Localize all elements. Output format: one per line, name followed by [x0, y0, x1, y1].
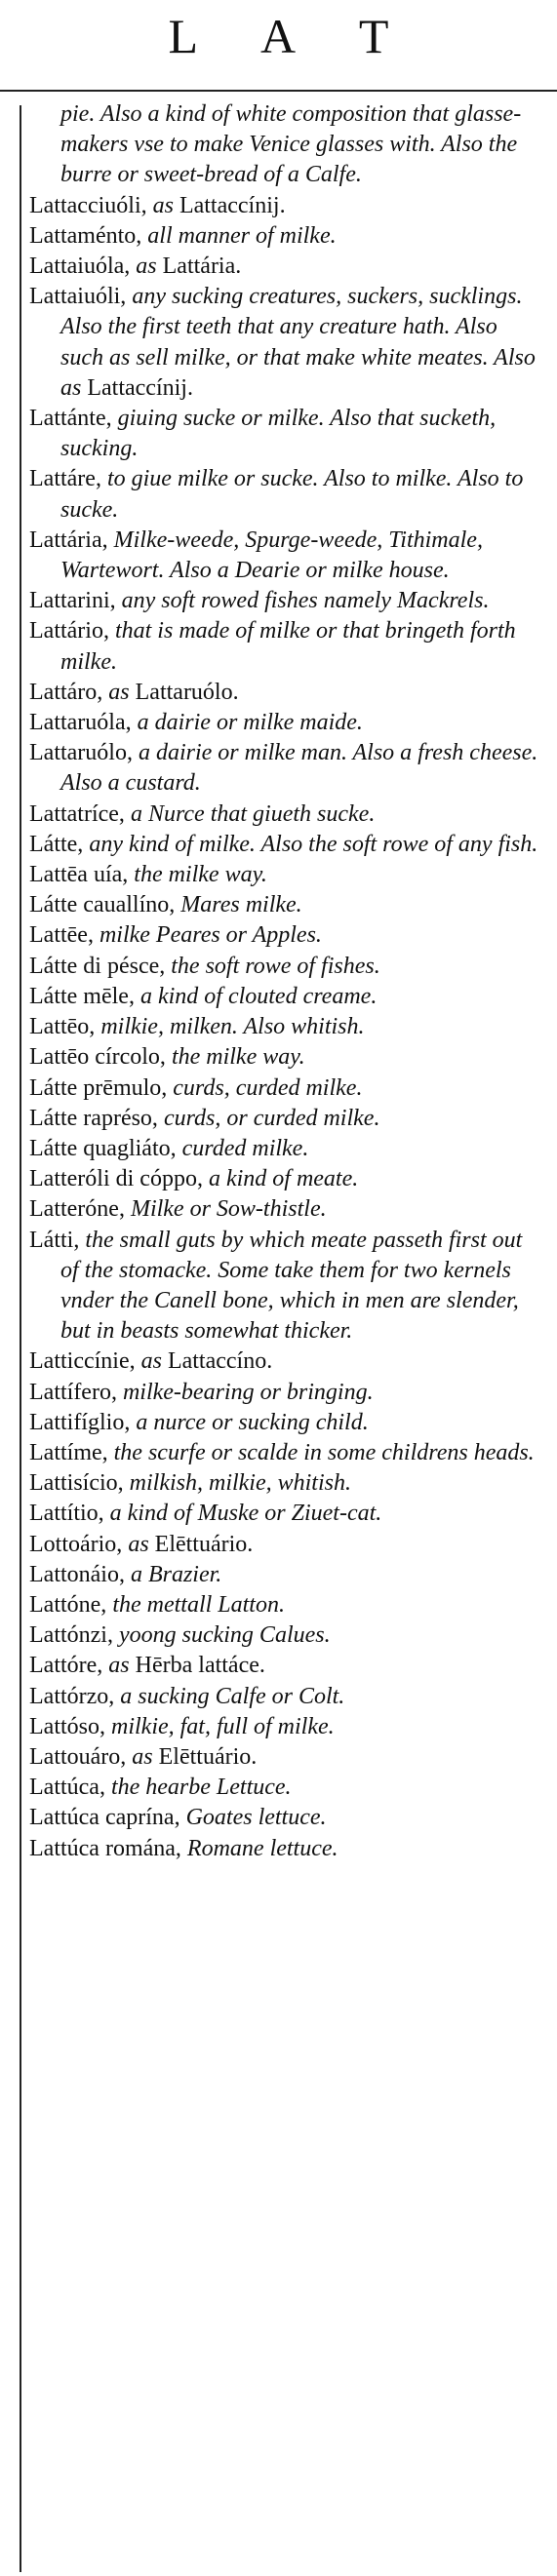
entry-lemma: Lattēe,	[29, 922, 94, 949]
entry-gloss: yoong sucking Calues.	[112, 1622, 331, 1649]
dictionary-entry	[29, 1438, 541, 1468]
dictionary-entry	[29, 1803, 541, 1833]
entry-lemma: Lattouáro,	[29, 1743, 127, 1770]
entry-lemma: Lattēo círcolo,	[29, 1044, 166, 1071]
dictionary-entry	[29, 1408, 541, 1438]
entry-xref: Lattaccínij.	[179, 192, 286, 218]
entry-gloss: as	[122, 1531, 155, 1557]
dictionary-entry	[29, 252, 541, 282]
entry-gloss: to giue milke or sucke. Also to milke. Also to sucke.	[60, 466, 524, 523]
dictionary-entry	[29, 1773, 541, 1803]
dictionary-entry	[29, 1834, 541, 1864]
entry-lemma: Lattária,	[29, 527, 108, 553]
entry-gloss: as	[126, 1743, 159, 1770]
entry-gloss: Romane lettuce.	[180, 1835, 338, 1861]
entry-gloss: that is made of milke or that bringeth forth milke.	[60, 618, 516, 675]
entry-gloss: a kind of clouted creame.	[134, 983, 378, 1009]
entry-gloss: a dairie or milke man. Also a fresh cheese. Also a custard.	[60, 740, 538, 797]
dictionary-entry	[29, 890, 541, 920]
dictionary-entry	[29, 616, 541, 677]
dictionary-entry	[29, 1499, 541, 1529]
entry-xref: Lattaccínij.	[87, 374, 193, 401]
entry-lemma: Látti,	[29, 1227, 80, 1253]
entry-lemma: Lattítio,	[29, 1501, 104, 1527]
dictionary-entry	[29, 1226, 541, 1347]
entry-lemma: Lattíme,	[29, 1439, 108, 1465]
dictionary-entry	[29, 1712, 541, 1742]
entry-gloss: a kind of Muske or Ziuet-cat.	[103, 1501, 382, 1527]
entry-lemma: Lattonáio,	[29, 1561, 125, 1587]
dictionary-entry	[29, 404, 541, 464]
dictionary-entry	[29, 221, 541, 252]
dictionary-entry	[29, 1073, 541, 1104]
entry-gloss: as	[135, 1348, 168, 1375]
dictionary-entry	[29, 738, 541, 799]
entry-gloss: a Brazier.	[124, 1561, 222, 1587]
entry-lemma: Látte di pésce,	[29, 953, 166, 979]
dictionary-entry	[29, 1742, 541, 1773]
entry-lemma: Lattáro,	[29, 679, 103, 705]
dictionary-entry	[29, 464, 541, 525]
entry-gloss: a Nurce that giueth sucke.	[124, 800, 376, 827]
entry-gloss: Goates lettuce.	[179, 1805, 327, 1831]
entry-gloss: the milke way.	[165, 1044, 305, 1071]
entry-lemma: Latteróli di cóppo,	[29, 1166, 203, 1192]
entry-gloss: milkie, milken. Also whitish.	[95, 1014, 365, 1040]
dictionary-entry	[29, 1012, 541, 1042]
entry-xref: Lattaruólo.	[135, 679, 239, 705]
dictionary-entry	[29, 1042, 541, 1073]
entry-gloss: curds, curded milke.	[167, 1074, 363, 1101]
entry-lemma: Lattórzo,	[29, 1683, 115, 1709]
dictionary-entry	[29, 1194, 541, 1225]
entry-gloss: as	[146, 192, 179, 218]
entry-lemma: Lattēa uía,	[29, 862, 129, 888]
entry-xref: Elēttuário.	[158, 1743, 258, 1770]
entry-gloss: any kind of milke. Also the soft rowe of any fish.	[83, 831, 538, 857]
entry-lemma: Lattaiuóli,	[29, 284, 127, 310]
entry-gloss: the milke way.	[128, 862, 267, 888]
entry-gloss: milkie, fat, full of milke.	[105, 1713, 335, 1739]
entry-gloss: as	[102, 679, 136, 705]
dictionary-entry	[29, 1590, 541, 1620]
dictionary-entry	[29, 1560, 541, 1590]
dictionary-entry	[29, 99, 541, 191]
entry-lemma: Látte cauallíno,	[29, 892, 176, 918]
dictionary-entry	[29, 678, 541, 708]
entry-gloss: Milke-weede, Spurge-weede, Tithimale, Wartewort. Also a Dearie or milke house.	[60, 527, 483, 584]
entry-gloss: as	[102, 1653, 136, 1679]
entry-lemma: Lattónzi,	[29, 1622, 113, 1649]
entry-lemma: Lattúca caprína,	[29, 1805, 180, 1831]
dictionary-entry	[29, 1347, 541, 1377]
entry-gloss: the soft rowe of fishes.	[165, 953, 380, 979]
dictionary-entry	[29, 920, 541, 951]
entry-xref: Hērba lattáce.	[135, 1653, 265, 1679]
entry-lemma: Lattaruóla,	[29, 710, 132, 736]
entry-lemma: Lattóso,	[29, 1713, 105, 1739]
entry-gloss: any sucking creatures, suckers, sucklings. Also the first teeth that any creature hath. Also such as sell milke, or that make white meates. Also as	[60, 284, 536, 401]
entry-lemma: Lattatríce,	[29, 800, 125, 827]
entry-gloss: a dairie or milke maide.	[131, 710, 363, 736]
entry-gloss: curded milke.	[176, 1135, 309, 1161]
dictionary-entry	[29, 982, 541, 1012]
entry-gloss: the small guts by which meate passeth first out of the stomacke. Some take them for two kernels vnder the Canell bone, which in men are slender, but in beasts somewhat thicker.	[60, 1227, 523, 1345]
dictionary-entry	[29, 282, 541, 404]
entry-lemma: Lattaiuóla,	[29, 254, 131, 280]
entry-lemma: Latticcínie,	[29, 1348, 136, 1375]
dictionary-entry	[29, 1378, 541, 1408]
entry-gloss: Milke or Sow-thistle.	[124, 1196, 327, 1223]
dictionary-entry	[29, 1164, 541, 1194]
entry-lemma: Látte prēmulo,	[29, 1074, 168, 1101]
entry-lemma: Lattisício,	[29, 1470, 124, 1497]
entry-lemma: Lattaruólo,	[29, 740, 133, 766]
entry-gloss: the hearbe Lettuce.	[104, 1775, 292, 1801]
entry-xref: Lattária.	[162, 254, 242, 280]
entry-lemma: Lottoário,	[29, 1531, 123, 1557]
entry-gloss: giuing sucke or milke. Also that sucketh, sucking.	[60, 406, 497, 462]
entry-gloss: pie. Also a kind of white composition that glasse-makers vse to make Venice glasses with. Also the burre or sweet-bread of a Calfe.	[60, 101, 522, 188]
dictionary-entry	[29, 1530, 541, 1560]
dictionary-entry	[29, 708, 541, 738]
dictionary-entry	[29, 586, 541, 616]
entry-gloss: a sucking Calfe or Colt.	[114, 1683, 345, 1709]
entry-lemma: Lattacciuóli,	[29, 192, 147, 218]
dictionary-entry	[29, 1651, 541, 1681]
entry-lemma: Lattaménto,	[29, 222, 142, 249]
entry-lemma: Lattífero,	[29, 1379, 117, 1405]
dictionary-entry	[29, 1468, 541, 1499]
page-heading: L A T	[168, 9, 417, 63]
entry-gloss: milke Peares or Apples.	[93, 922, 322, 949]
dictionary-entry	[29, 830, 541, 860]
page-header	[0, 0, 557, 90]
header-rule	[0, 90, 557, 92]
entry-lemma: Lattáre,	[29, 466, 101, 492]
entry-gloss: any soft rowed fishes namely Mackrels.	[115, 588, 490, 614]
dictionary-entry	[29, 800, 541, 830]
entry-gloss: all manner of milke.	[141, 222, 337, 249]
dictionary-entry	[29, 191, 541, 221]
dictionary-column	[29, 99, 541, 2574]
entry-gloss: Mares milke.	[175, 892, 302, 918]
entry-lemma: Lattifíglio,	[29, 1409, 131, 1435]
entry-lemma: Látte,	[29, 831, 84, 857]
entry-lemma: Lattánte,	[29, 406, 112, 432]
entry-lemma: Latteróne,	[29, 1196, 125, 1223]
dictionary-entry	[29, 860, 541, 890]
margin-rule	[20, 105, 21, 2572]
entry-xref: Elēttuário.	[154, 1531, 254, 1557]
entry-gloss: milke-bearing or bringing.	[116, 1379, 374, 1405]
entry-lemma: Látte quagliáto,	[29, 1135, 177, 1161]
entry-lemma: Lattarini,	[29, 588, 116, 614]
entry-gloss: a nurce or sucking child.	[130, 1409, 369, 1435]
dictionary-entry	[29, 1134, 541, 1164]
dictionary-entry	[29, 952, 541, 982]
dictionary-entry	[29, 526, 541, 586]
dictionary-entry	[29, 1620, 541, 1651]
entry-lemma: Lattúca,	[29, 1775, 105, 1801]
dictionary-entry	[29, 1682, 541, 1712]
entry-lemma: Lattóne,	[29, 1591, 107, 1618]
entry-gloss: the mettall Latton.	[106, 1591, 285, 1618]
entry-lemma: Lattóre,	[29, 1653, 103, 1679]
entry-gloss: the scurfe or scalde in some childrens heads.	[107, 1439, 535, 1465]
entry-gloss: as	[130, 254, 163, 280]
entry-gloss: milkish, milkie, whitish.	[123, 1470, 351, 1497]
entry-lemma: Lattēo,	[29, 1014, 96, 1040]
dictionary-entry	[29, 1104, 541, 1134]
entry-lemma: Látte mēle,	[29, 983, 135, 1009]
entry-xref: Lattaccíno.	[167, 1348, 273, 1375]
entry-gloss: curds, or curded milke.	[157, 1105, 380, 1131]
entry-lemma: Lattúca románа,	[29, 1835, 181, 1861]
entry-gloss: a kind of meate.	[202, 1166, 359, 1192]
entry-lemma: Látte rapréso,	[29, 1105, 158, 1131]
entry-lemma: Lattário,	[29, 618, 109, 644]
